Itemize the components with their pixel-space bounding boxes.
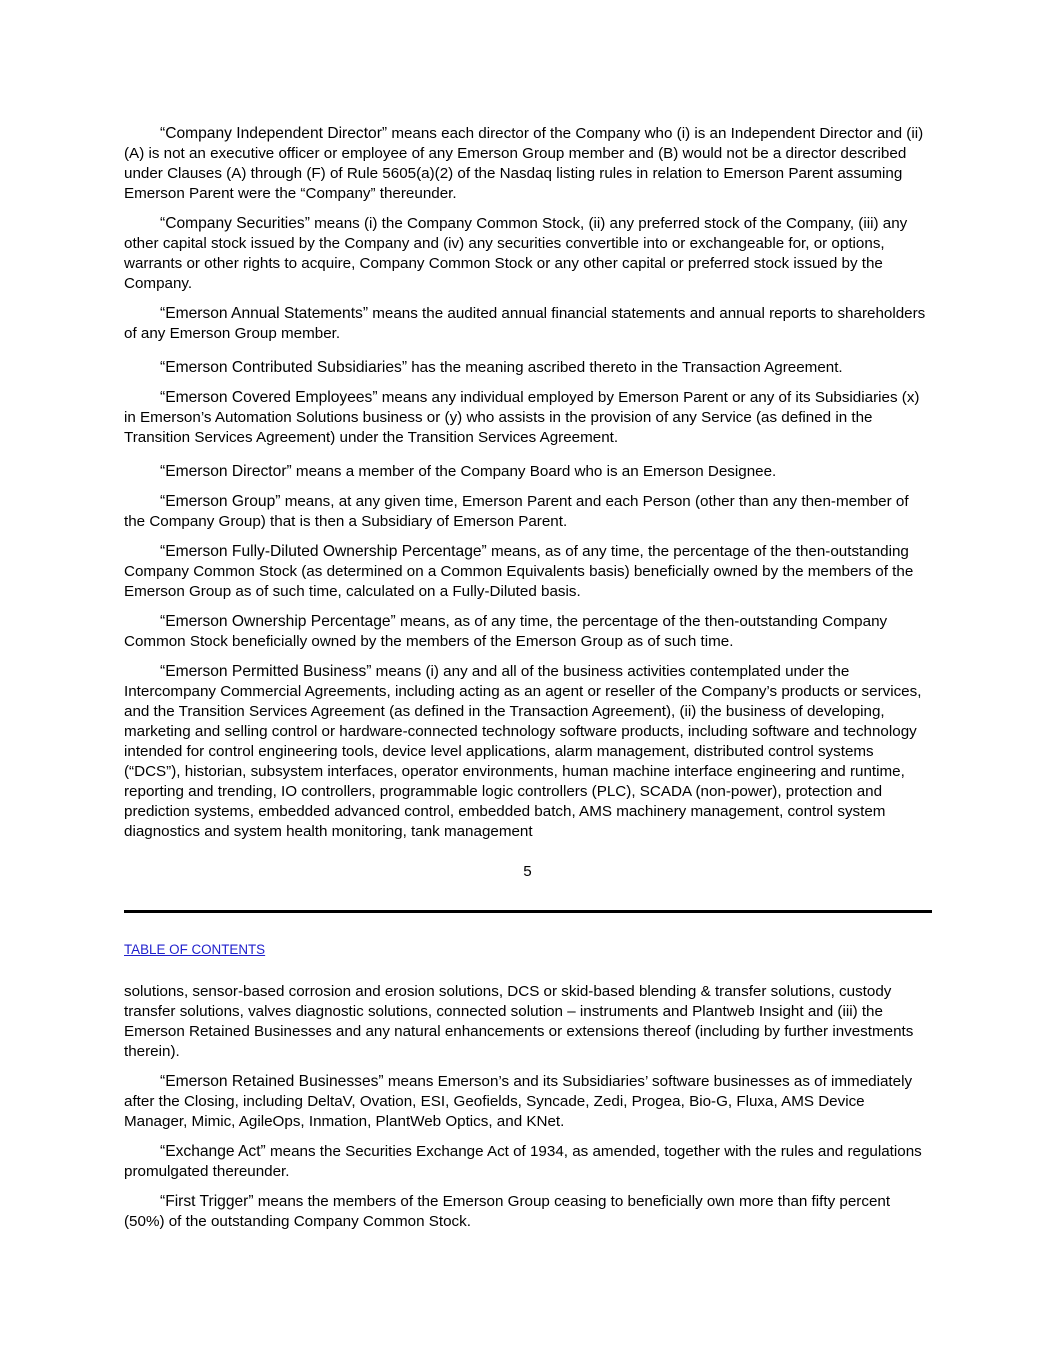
definition-text: means, at any given time, Emerson Parent and each Person (other than any then-member of the Company Group) that is then a Subsidiary of Emerson Parent.	[124, 493, 909, 530]
defined-term: “Exchange Act”	[160, 1143, 266, 1160]
definition-text: means a member of the Company Board who is an Emerson Designee.	[291, 463, 777, 480]
definition-emerson-retained-businesses	[124, 1072, 932, 1132]
definition-emerson-annual-statements	[124, 304, 932, 344]
page-bottom-section	[124, 982, 932, 1232]
defined-term: “Company Independent Director”	[160, 125, 388, 142]
page-number: 5	[523, 863, 532, 880]
defined-term: “Emerson Director”	[160, 463, 292, 480]
definition-emerson-covered-employees	[124, 388, 932, 448]
definition-emerson-ownership-percentage	[124, 612, 932, 652]
defined-term: “First Trigger”	[160, 1193, 254, 1210]
defined-term: “Emerson Covered Employees”	[160, 389, 378, 406]
definition-text: means Emerson’s and its Subsidiaries’ software businesses as of immediately after the Closing, including DeltaV, Ovation, ESI, Geofields, Syncade, Zedi, Progea, Bio-G, Fluxa, AMS Device Manager, Mimic, AgileOps, Inmation, PlantWeb Optics, and KNet.	[124, 1073, 913, 1130]
definition-emerson-fully-diluted-ownership-percentage	[124, 542, 932, 602]
definition-company-securities	[124, 214, 932, 294]
definition-text: means any individual employed by Emerson Parent or any of its Subsidiaries (x) in Emerson’s Automation Solutions business or (y) who assists in the provision of any Service (as defined in the Transition Services Agreement) under the Transition Services Agreement.	[124, 389, 920, 446]
definition-text: means each director of the Company who (i) is an Independent Director and (ii) (A) is not an executive officer or employee of any Emerson Group member and (B) would not be a director described under Clauses (A) through (F) of Rule 5605(a)(2) of the Nasdaq listing rules in relation to Emerson Parent assuming Emerson Parent were the “Company” thereunder.	[124, 125, 924, 202]
definition-company-independent-director	[124, 124, 932, 204]
defined-term: “Emerson Permitted Business”	[160, 663, 372, 680]
defined-term: “Emerson Fully-Diluted Ownership Percentage”	[160, 543, 487, 560]
definition-emerson-group	[124, 492, 932, 532]
definition-text: means, as of any time, the percentage of the then-outstanding Company Common Stock beneficially owned by the members of the Emerson Group as of such time.	[124, 613, 888, 650]
page-top-section	[124, 124, 932, 842]
defined-term: “Emerson Group”	[160, 493, 281, 510]
definition-text: means (i) the Company Common Stock, (ii) any preferred stock of the Company, (iii) any other capital stock issued by the Company and (iv) any securities convertible into or exchangeable for, or options, warrants or other rights to acquire, Company Common Stock or any other capital or preferred stock issued by the Company.	[124, 215, 908, 292]
definition-emerson-permitted-business	[124, 662, 932, 842]
definition-first-trigger	[124, 1192, 932, 1232]
definition-text: has the meaning ascribed thereto in the Transaction Agreement.	[407, 359, 843, 376]
definition-text: means, as of any time, the percentage of the then-outstanding Company Common Stock (as determined on a Common Equivalents basis) beneficially owned by the members of the Emerson Group as of such time, calculated on a Fully-Diluted basis.	[124, 543, 914, 600]
definition-text: means the Securities Exchange Act of 1934, as amended, together with the rules and regulations promulgated thereunder.	[124, 1143, 922, 1180]
definition-emerson-director	[124, 462, 932, 482]
defined-term: “Emerson Ownership Percentage”	[160, 613, 396, 630]
definition-emerson-contributed-subsidiaries	[124, 358, 932, 378]
page-divider	[124, 910, 932, 913]
defined-term: “Emerson Contributed Subsidiaries”	[160, 359, 408, 376]
definition-text: means (i) any and all of the business activities contemplated under the Intercompany Commercial Agreements, including acting as an agent or reseller of the Company’s products or services, and the Transition Services Agreement (as defined in the Transaction Agreement), (ii) the business of developing, marketing and selling control or hardware-connected technology software products, including software and technology intended for control engineering tools, device level applications, alarm management, distributed control systems (“DCS”), historian, subsystem interfaces, operator environments, human machine interface engineering and runtime, reporting and trending, IO controllers, programmable logic controllers (PLC), SCADA (non-power), protection and prediction systems, embedded advanced control, embedded batch, AMS machinery management, control system diagnostics and system health monitoring, tank management	[124, 663, 922, 840]
continuation-paragraph: solutions, sensor-based corrosion and erosion solutions, DCS or skid-based blending & transfer solutions, custody transfer solutions, valves diagnostic solutions, connected solution – instruments and Plantweb Insight and (iii) the Emerson Retained Businesses and any natural enhancements or extensions thereof (including by further investments therein).	[124, 983, 914, 1060]
definition-text: means the audited annual financial statements and annual reports to shareholders of any Emerson Group member.	[124, 305, 926, 342]
defined-term: “Emerson Annual Statements”	[160, 305, 369, 322]
definition-text: means the members of the Emerson Group ceasing to beneficially own more than fifty percent (50%) of the outstanding Company Common Stock.	[124, 1193, 891, 1230]
table-of-contents-link[interactable]: TABLE OF CONTENTS	[124, 942, 266, 957]
defined-term: “Emerson Retained Businesses”	[160, 1073, 384, 1090]
defined-term: “Company Securities”	[160, 215, 310, 232]
definition-exchange-act	[124, 1142, 932, 1182]
